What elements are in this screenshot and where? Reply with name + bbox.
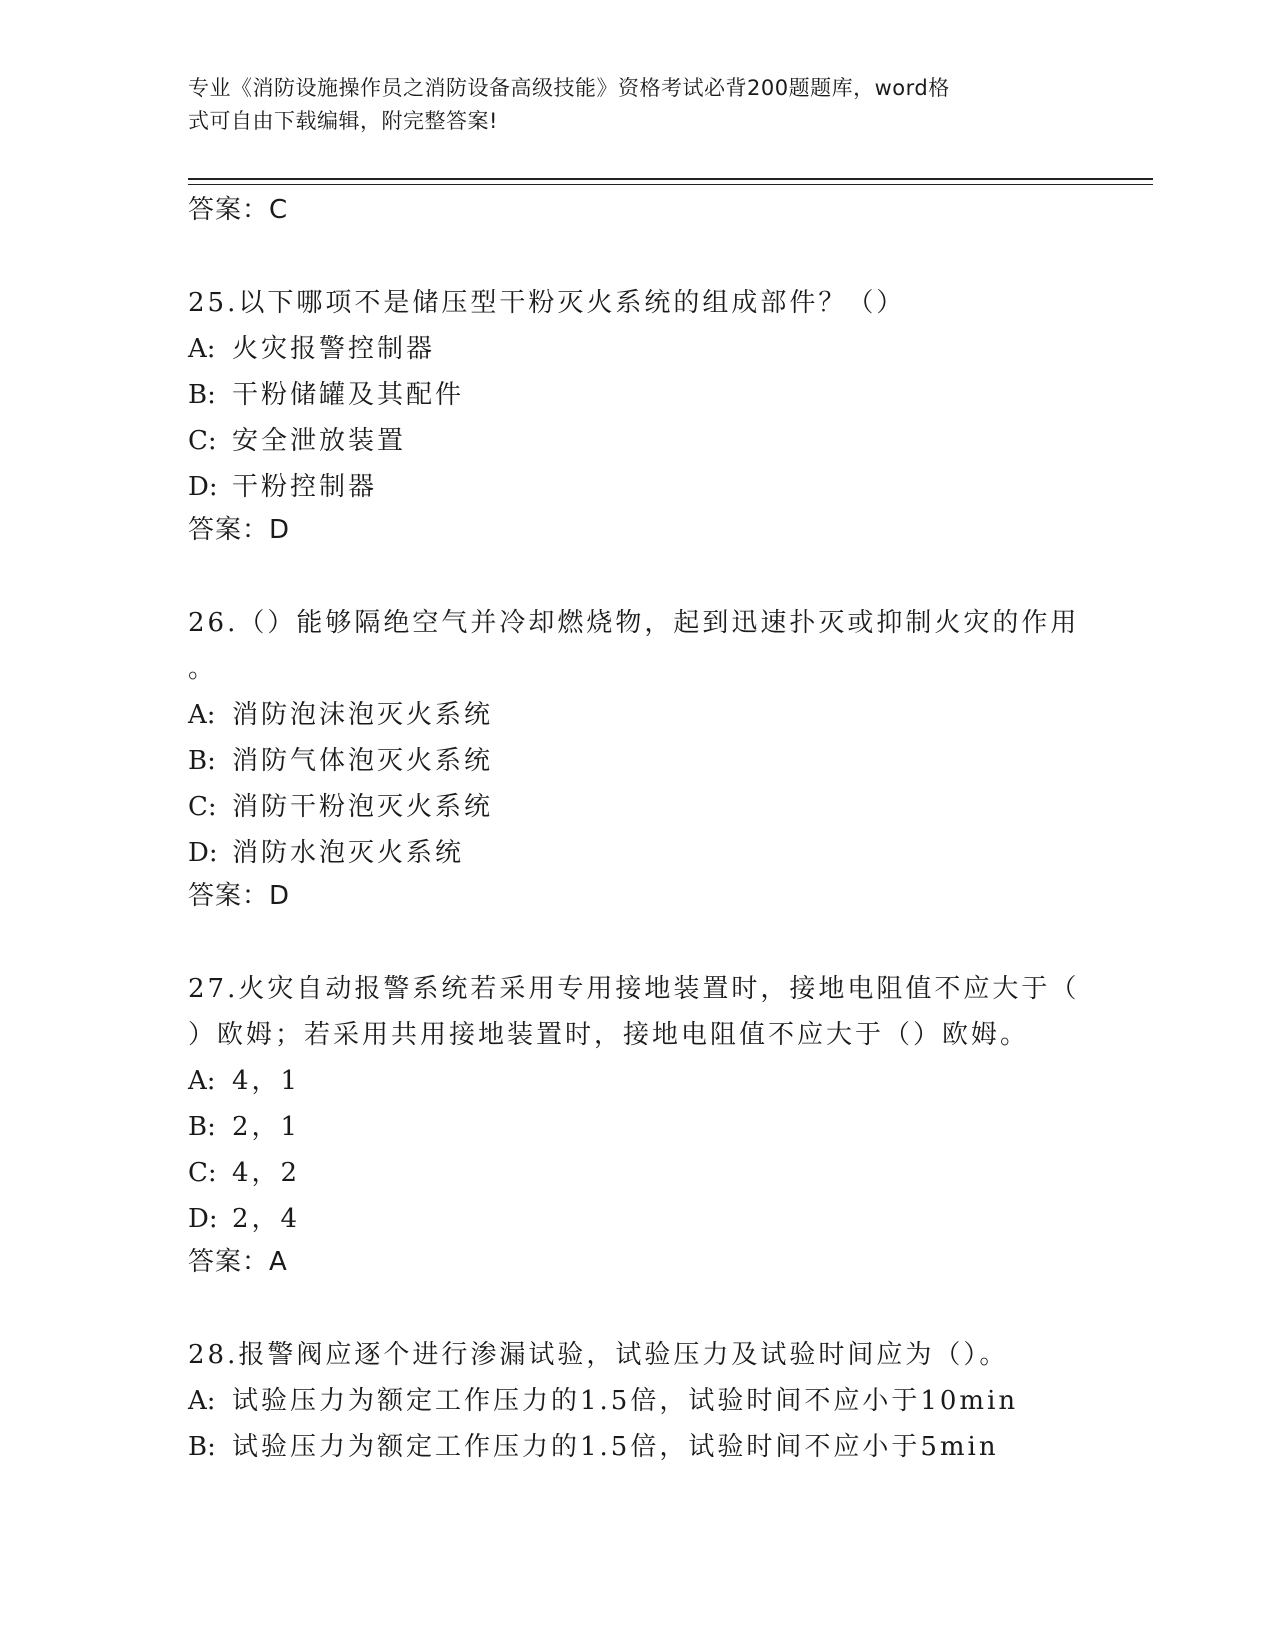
header-line-2: 式可自由下载编辑，附完整答案! bbox=[188, 109, 498, 133]
answer-option bbox=[188, 1424, 1088, 1470]
option-text: 4，1 bbox=[232, 1066, 301, 1096]
question-stem-continued: ）欧姆；若采用共用接地装置时，接地电阻值不应大于（）欧姆。 bbox=[188, 1020, 1030, 1050]
option-text: 4，2 bbox=[232, 1158, 301, 1188]
answer-option bbox=[188, 830, 1088, 876]
answer-option bbox=[188, 1150, 1088, 1196]
answer-option bbox=[188, 1196, 1088, 1242]
document-header bbox=[188, 72, 1068, 138]
answer-option bbox=[188, 372, 1088, 418]
option-letter: D: bbox=[188, 472, 218, 502]
answer-option bbox=[188, 1104, 1088, 1150]
option-letter: B: bbox=[188, 746, 216, 776]
option-text: 干粉储罐及其配件 bbox=[232, 380, 465, 410]
header-divider-thin bbox=[188, 184, 1153, 185]
option-text: 2，1 bbox=[232, 1112, 301, 1142]
answer-option bbox=[188, 418, 1088, 464]
option-letter: A: bbox=[188, 1066, 216, 1096]
option-text: 试验压力为额定工作压力的1.5倍，试验时间不应小于10min bbox=[232, 1386, 1019, 1416]
option-text: 消防干粉泡灭火系统 bbox=[232, 792, 494, 822]
question-item bbox=[188, 966, 1088, 1288]
header-divider bbox=[188, 178, 1153, 180]
option-text: 安全泄放装置 bbox=[232, 426, 407, 456]
answer-label: 答案：C bbox=[188, 195, 289, 225]
answer-label: 答案：A bbox=[188, 1247, 288, 1277]
option-text: 2，4 bbox=[232, 1204, 301, 1234]
answer-option bbox=[188, 692, 1088, 738]
answer-option bbox=[188, 326, 1088, 372]
header-line-1: 专业《消防设施操作员之消防设备高级技能》资格考试必背200题题库，word格 bbox=[188, 76, 950, 100]
option-letter: B: bbox=[188, 1112, 216, 1142]
option-text: 干粉控制器 bbox=[232, 472, 378, 502]
option-letter: D: bbox=[188, 838, 218, 868]
question-stem-continued: 。 bbox=[188, 654, 218, 684]
question-stem: 26.（）能够隔绝空气并冷却燃烧物，起到迅速扑灭或抑制火灾的作用 bbox=[188, 608, 1080, 638]
answer-option bbox=[188, 1058, 1088, 1104]
option-text: 火灾报警控制器 bbox=[232, 334, 436, 364]
answer-option bbox=[188, 738, 1088, 784]
option-text: 消防水泡灭火系统 bbox=[232, 838, 465, 868]
option-letter: A: bbox=[188, 1386, 216, 1416]
option-letter: D: bbox=[188, 1204, 218, 1234]
option-letter: B: bbox=[188, 380, 216, 410]
question-stem: 27.火灾自动报警系统若采用专用接地装置时，接地电阻值不应大于（ bbox=[188, 974, 1080, 1004]
answer-option bbox=[188, 784, 1088, 830]
question-list bbox=[188, 190, 1088, 1470]
option-letter: B: bbox=[188, 1432, 216, 1462]
option-text: 消防气体泡灭火系统 bbox=[232, 746, 494, 776]
answer-option bbox=[188, 1378, 1088, 1424]
question-item bbox=[188, 1332, 1088, 1470]
option-letter: C: bbox=[188, 792, 217, 822]
question-item bbox=[188, 600, 1088, 922]
option-text: 试验压力为额定工作压力的1.5倍，试验时间不应小于5min bbox=[232, 1432, 999, 1462]
option-text: 消防泡沫泡灭火系统 bbox=[232, 700, 494, 730]
question-stem: 28.报警阀应逐个进行渗漏试验，试验压力及试验时间应为（）。 bbox=[188, 1340, 1009, 1370]
option-letter: A: bbox=[188, 700, 216, 730]
answer-option bbox=[188, 464, 1088, 510]
option-letter: C: bbox=[188, 1158, 217, 1188]
question-stem: 25.以下哪项不是储压型干粉灭火系统的组成部件？（） bbox=[188, 288, 906, 318]
question-item bbox=[188, 280, 1088, 556]
option-letter: A: bbox=[188, 334, 216, 364]
answer-label: 答案：D bbox=[188, 881, 291, 911]
answer-label: 答案：D bbox=[188, 515, 291, 545]
option-letter: C: bbox=[188, 426, 217, 456]
